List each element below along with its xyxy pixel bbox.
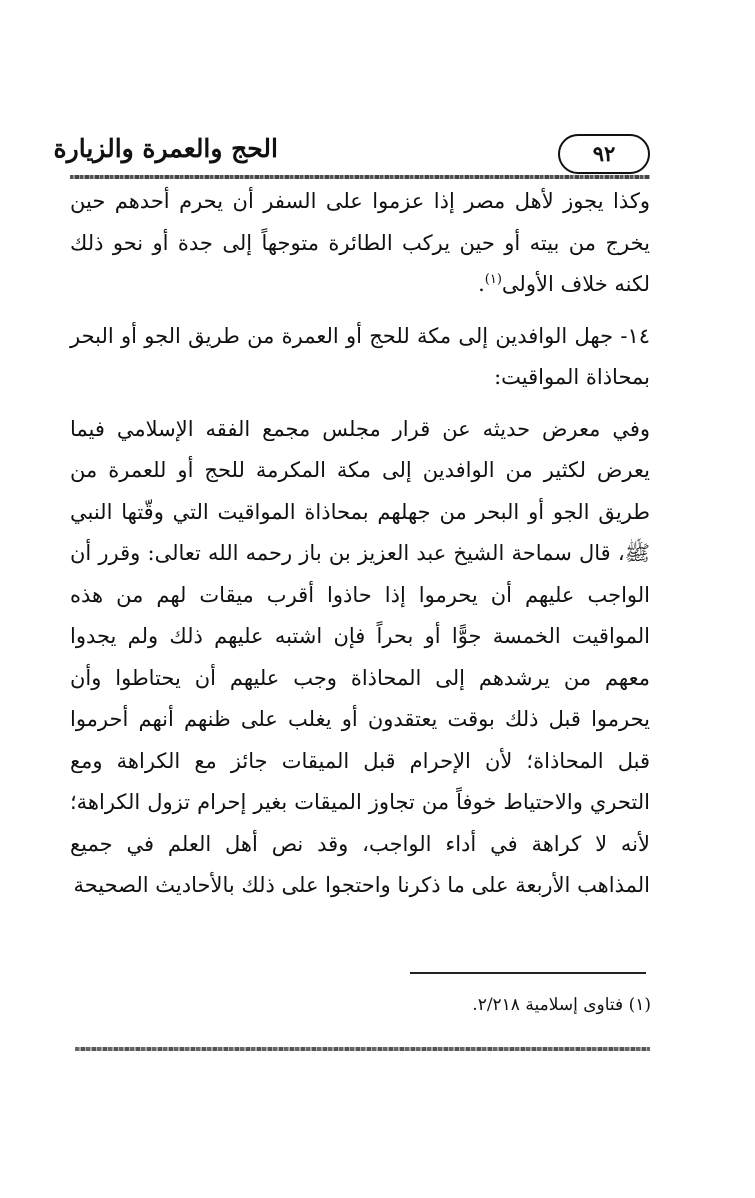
header-divider xyxy=(70,175,650,179)
page-header xyxy=(53,130,650,174)
book-title: الحج والعمرة والزيارة xyxy=(53,134,278,163)
main-text xyxy=(70,181,650,907)
paragraph-1-end: . xyxy=(478,272,485,296)
footnote-reference: (١) xyxy=(484,272,502,287)
section-heading: ١٤- جهل الوافدين إلى مكة للحج أو العمرة من طريق الجو أو البحر بمحاذاة المواقيت: xyxy=(70,323,650,389)
paragraph-1 xyxy=(70,181,650,306)
paragraph-2: وفي معرض حديثه عن قرار مجلس مجمع الفقه الإسلامي فيما يعرض لكثير من الوافدين إلى مكة المكرمة للحج أو للعمرة من طريق الجو أو البحر من جهلهم بمحاذاة المواقيت التي وقّتها النبي ﷺ، قال سماحة الشيخ عبد العزيز بن باز رحمه الله تعالى: وقرر أن الواجب عليهم أن يحرموا إذا حاذوا أقرب ميقات لهم من هذه المواقيت الخمسة جوًّا أو بحراً فإن اشتبه عليهم ذلك ولم يجدوا معهم من يرشدهم إلى المحاذاة وجب عليهم أن يحتاطوا وأن يحرموا قبل ذلك بوقت يعتقدون أو يغلب على ظنهم أنهم أحرموا قبل المحاذاة؛ لأن الإحرام قبل الميقات جائز مع الكراهة ومع التحري والاحتياط خوفاً من تجاوز الميقات بغير إحرام تزول الكراهة؛ لأنه لا كراهة في أداء الواجب، وقد نص أهل العلم في جميع المذاهب الأربعة على ما ذكرنا واحتجوا على ذلك بالأحاديث الصحيحة xyxy=(70,416,650,897)
footer-divider xyxy=(75,1047,650,1051)
footnote-divider xyxy=(410,972,646,974)
page-number: ٩٢ xyxy=(558,134,650,174)
footnote: (١) فتاوى إسلامية ٢/٢١٨. xyxy=(472,995,651,1015)
paragraph-1-text: وكذا يجوز لأهل مصر إذا عزموا على السفر أن يحرم أحدهم حين يخرج من بيته أو حين يركب الطائرة متوجهاً إلى جدة أو نحو ذلك لكنه خلاف الأولى xyxy=(70,189,650,296)
